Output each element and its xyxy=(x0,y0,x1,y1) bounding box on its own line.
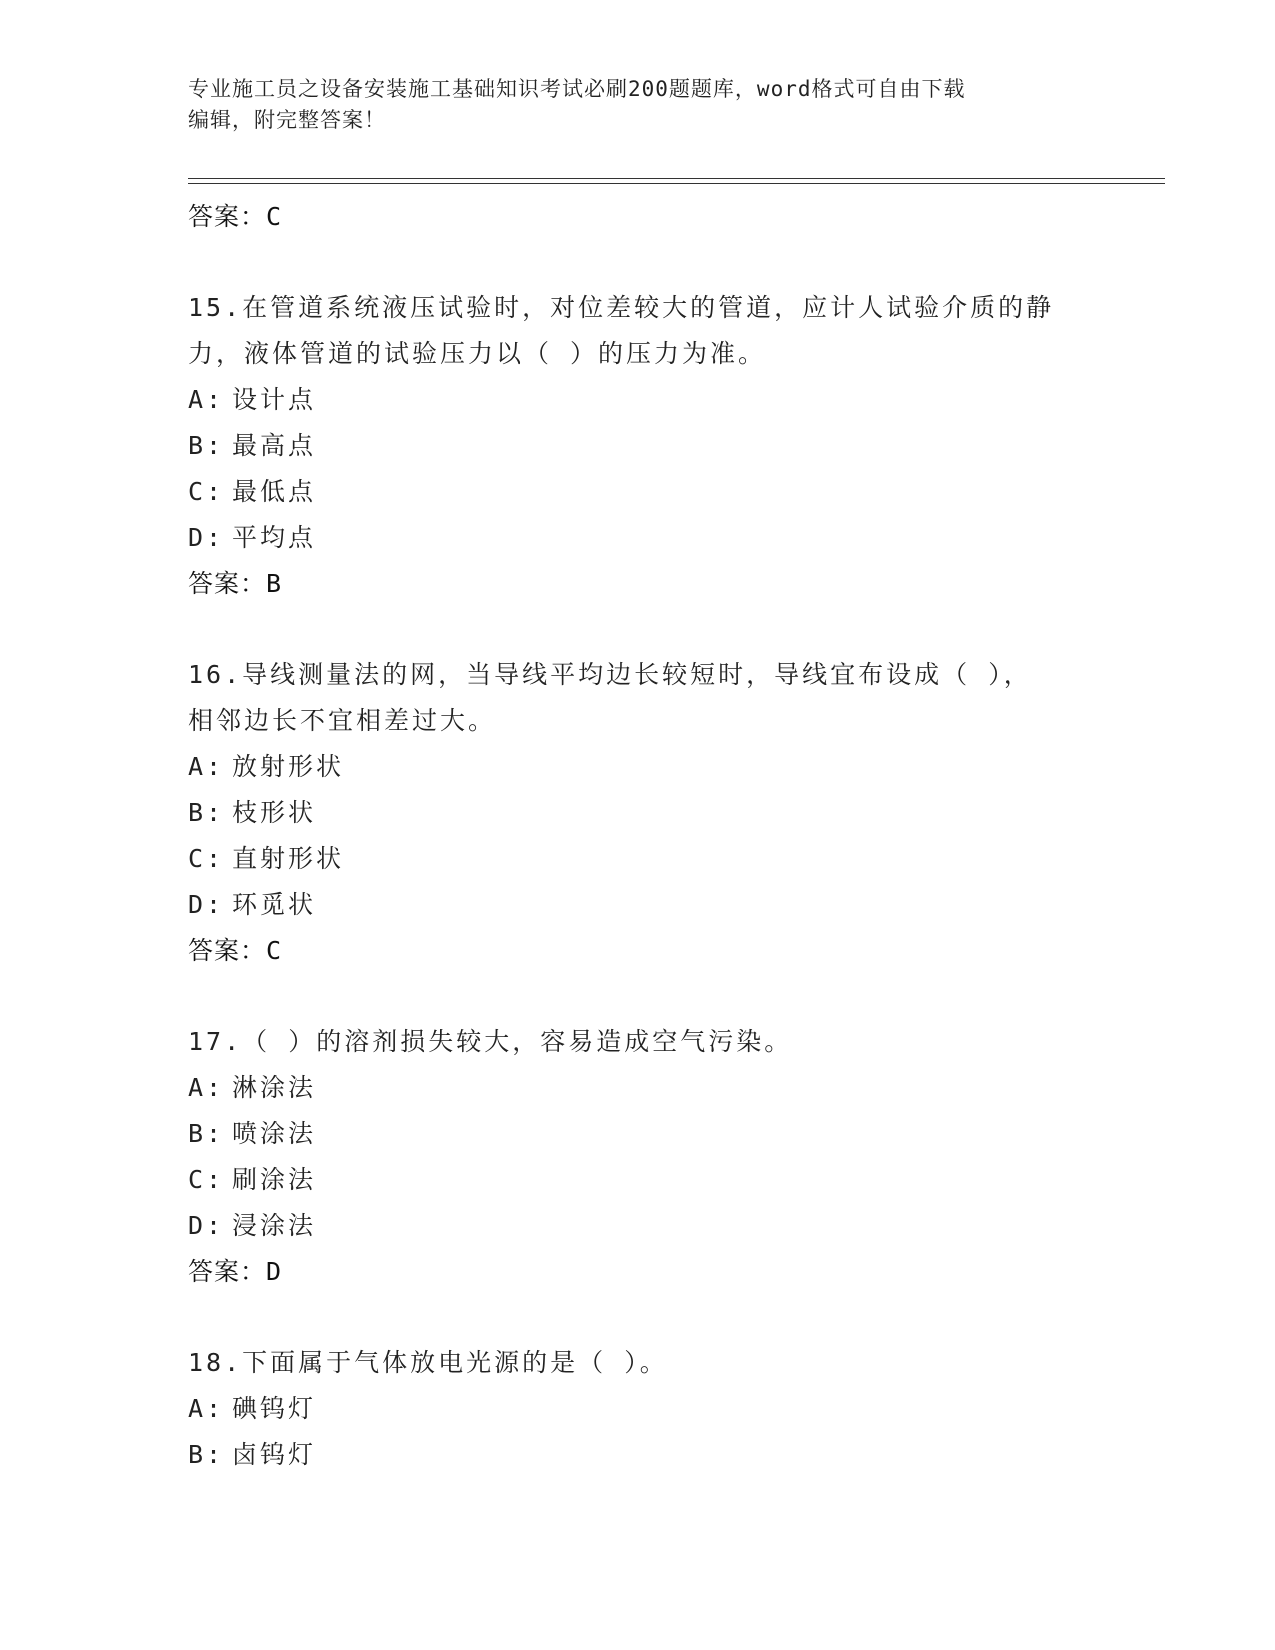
option-text: 枝形状 xyxy=(232,798,317,827)
option-letter: D: xyxy=(188,523,225,552)
option-letter: B: xyxy=(188,1440,225,1469)
option-text: 放射形状 xyxy=(232,752,345,781)
option-letter: C: xyxy=(188,844,225,873)
option-letter: B: xyxy=(188,798,225,827)
option-text: 刷涂法 xyxy=(232,1165,317,1194)
option-item xyxy=(188,1432,1088,1478)
option-letter: A: xyxy=(188,385,225,414)
question-block xyxy=(188,1340,1088,1478)
option-letter: A: xyxy=(188,1073,225,1102)
option-item xyxy=(188,1065,1088,1111)
option-item xyxy=(188,790,1088,836)
answer-value: C xyxy=(266,202,283,231)
option-item xyxy=(188,1157,1088,1203)
option-letter: A: xyxy=(188,752,225,781)
option-text: 最低点 xyxy=(232,477,317,506)
question-stem: 16.导线测量法的网，当导线平均边长较短时，导线宜布设成（ ）， xyxy=(188,660,1032,689)
question-block xyxy=(188,652,1088,974)
option-item xyxy=(188,1386,1088,1432)
question-stem: 18.下面属于气体放电光源的是（ ）。 xyxy=(188,1348,668,1377)
option-text: 环觅状 xyxy=(232,890,317,919)
option-item xyxy=(188,1111,1088,1157)
option-letter: C: xyxy=(188,477,225,506)
header-divider-bottom xyxy=(188,183,1165,184)
option-item xyxy=(188,882,1088,928)
answer-label: 答案： xyxy=(188,936,267,965)
option-text: 设计点 xyxy=(232,385,317,414)
question-stem: 力，液体管道的试验压力以（ ）的压力为准。 xyxy=(188,339,767,368)
option-text: 平均点 xyxy=(232,523,317,552)
answer-line xyxy=(188,1249,1088,1295)
option-item xyxy=(188,377,1088,423)
option-text: 最高点 xyxy=(232,431,317,460)
answer-label: 答案： xyxy=(188,569,267,598)
question-stem: 17.（ ）的溶剂损失较大，容易造成空气污染。 xyxy=(188,1027,793,1056)
option-text: 卤钨灯 xyxy=(232,1440,317,1469)
option-letter: D: xyxy=(188,890,225,919)
answer-value: B xyxy=(266,569,283,598)
option-item xyxy=(188,836,1088,882)
answer-line xyxy=(188,928,1088,974)
answer-value: C xyxy=(266,936,283,965)
option-item xyxy=(188,1203,1088,1249)
answer-line xyxy=(188,194,1088,240)
answer-line xyxy=(188,561,1088,607)
option-item xyxy=(188,515,1088,561)
header-divider-top xyxy=(188,178,1165,179)
option-text: 浸涂法 xyxy=(232,1211,317,1240)
answer-label: 答案： xyxy=(188,1257,267,1286)
answer-label: 答案： xyxy=(188,202,267,231)
question-block xyxy=(188,1019,1088,1295)
option-letter: B: xyxy=(188,1119,225,1148)
option-letter: A: xyxy=(188,1394,225,1423)
option-text: 直射形状 xyxy=(232,844,345,873)
option-letter: D: xyxy=(188,1211,225,1240)
option-item xyxy=(188,469,1088,515)
header-line-1: 专业施工员之设备安装施工基础知识考试必刷200题题库，word格式可自由下载 xyxy=(188,77,966,101)
question-stem: 15.在管道系统液压试验时，对位差较大的管道，应计人试验介质的静 xyxy=(188,293,1055,322)
answer-value: D xyxy=(266,1257,283,1286)
option-letter: C: xyxy=(188,1165,225,1194)
question-list xyxy=(188,194,1088,1478)
header-line-2: 编辑，附完整答案！ xyxy=(188,108,386,132)
question-stem: 相邻边长不宜相差过大。 xyxy=(188,706,497,735)
option-text: 淋涂法 xyxy=(232,1073,317,1102)
option-item xyxy=(188,423,1088,469)
option-text: 喷涂法 xyxy=(232,1119,317,1148)
document-header xyxy=(188,74,1088,136)
question-block xyxy=(188,285,1088,607)
option-text: 碘钨灯 xyxy=(232,1394,317,1423)
option-letter: B: xyxy=(188,431,225,460)
option-item xyxy=(188,744,1088,790)
